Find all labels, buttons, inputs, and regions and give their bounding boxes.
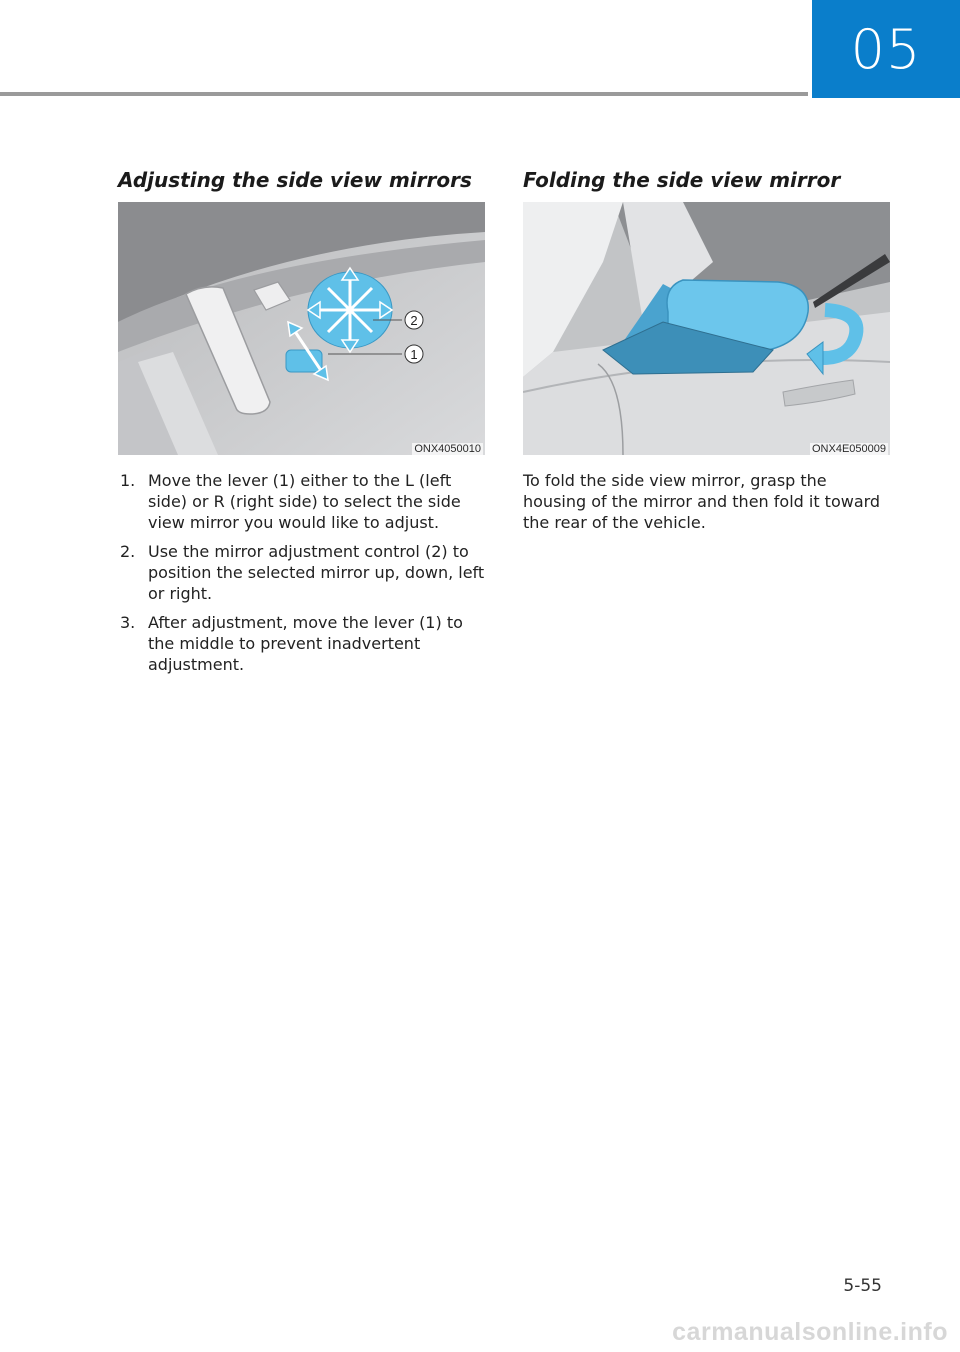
header-rule bbox=[0, 92, 808, 96]
callout-2: 2 bbox=[410, 313, 418, 328]
step-text: Use the mirror adjustment control (2) to position the selected mirror up, down, left or right. bbox=[148, 542, 485, 603]
step-number: 1. bbox=[120, 471, 136, 490]
chapter-tab: 05 bbox=[812, 0, 960, 98]
step-text: Move the lever (1) either to the L (left side) or R (right side) to select the side view mirror you would like to adjust. bbox=[148, 471, 461, 532]
step-text: After adjustment, move the lever (1) to the middle to prevent inadvertent adjustment. bbox=[148, 613, 463, 674]
mirror-fold-illustration bbox=[523, 202, 890, 455]
callout-1: 1 bbox=[410, 347, 418, 362]
list-item bbox=[118, 470, 490, 533]
page-number: 5-55 bbox=[843, 1276, 882, 1296]
figure-code: ONX4E050009 bbox=[812, 443, 886, 455]
list-item bbox=[118, 541, 490, 604]
watermark: carmanualsonline.info bbox=[672, 1318, 948, 1346]
section-heading-folding: Folding the side view mirror bbox=[523, 168, 841, 192]
mirror-control-illustration bbox=[118, 202, 485, 455]
adjustment-steps bbox=[118, 470, 490, 683]
list-item bbox=[118, 612, 490, 675]
step-number: 3. bbox=[120, 613, 136, 632]
step-number: 2. bbox=[120, 542, 136, 561]
folding-instructions: To fold the side view mirror, grasp the housing of the mirror and then fold it toward the rear of the vehicle. bbox=[523, 471, 881, 532]
section-heading-adjusting: Adjusting the side view mirrors bbox=[118, 168, 472, 192]
figure-code: ONX4050010 bbox=[414, 443, 481, 455]
